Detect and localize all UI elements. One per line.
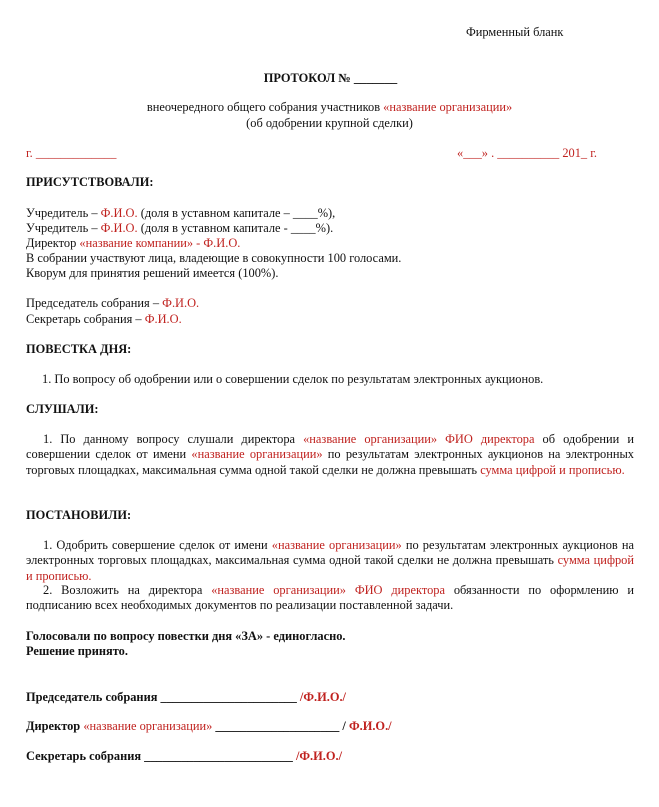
city-field: г. _____________ bbox=[26, 146, 117, 160]
vote-line: Голосовали по вопросу повестки дня «ЗА» - единогласно. bbox=[26, 629, 346, 643]
founder-2-line: Учредитель – Ф.И.О. (доля в уставном капитале - ____%). bbox=[26, 221, 334, 235]
org-name-placeholder: «название организации» bbox=[383, 100, 513, 114]
quorum-line: Кворум для принятия решений имеется (100%). bbox=[26, 266, 279, 280]
document-title: ПРОТОКОЛ № _______ bbox=[263, 71, 398, 85]
decided-heading: ПОСТАНОВИЛИ: bbox=[26, 508, 132, 522]
heard-paragraph: 1. По данному вопросу слушали директора «название организации» ФИО директора об одобрении и совершении сделок от имени «название организации» по результатам электронных аукционов на электронных торговых площадках, максимальная сумма одной такой сделки не должна превышать сумма цифрой и прописью. bbox=[26, 432, 635, 477]
participants-line: В собрании участвуют лица, владеющие в совокупности 100 голосами. bbox=[26, 251, 402, 265]
secretary-line: Секретарь собрания – Ф.И.О. bbox=[26, 312, 182, 326]
document-subtitle-2: (об одобрении крупной сделки) bbox=[246, 116, 413, 130]
decided-paragraph-1: 1. Одобрить совершение сделок от имени «название организации» по результатам электронных аукционов на электронных торговых площадках, максимальная сумма одной такой сделки не должна превышать сумма цифрой и прописью. bbox=[26, 538, 634, 583]
letterhead-label: Фирменный бланк bbox=[466, 25, 564, 39]
date-field: «___» . __________ 201_ г. bbox=[457, 146, 597, 160]
director-line: Директор «название компании» - Ф.И.О. bbox=[26, 236, 241, 250]
founder-1-line: Учредитель – Ф.И.О. (доля в уставном капитале – ____%), bbox=[26, 206, 336, 220]
chairman-line: Председатель собрания – Ф.И.О. bbox=[26, 296, 200, 310]
chairman-signature-line: Председатель собрания ______________________ /Ф.И.О./ bbox=[26, 690, 347, 704]
decision-line: Решение принято. bbox=[26, 644, 128, 658]
heard-heading: СЛУШАЛИ: bbox=[26, 402, 99, 416]
secretary-signature-line: Секретарь собрания ________________________ /Ф.И.О./ bbox=[26, 749, 343, 763]
agenda-item-1: 1. По вопросу об одобрении или о совершении сделок по результатам электронных аукционов. bbox=[42, 372, 544, 386]
decided-paragraph-2: 2. Возложить на директора «название организации» ФИО директора обязанности по оформлению и подписанию всех необходимых документов по реализации поставленной задачи. bbox=[26, 583, 634, 613]
agenda-heading: ПОВЕСТКА ДНЯ: bbox=[26, 342, 132, 356]
director-signature-line: Директор «название организации» ____________________ / Ф.И.О./ bbox=[26, 719, 392, 733]
attendees-heading: ПРИСУТСТВОВАЛИ: bbox=[26, 175, 154, 189]
document-subtitle: внеочередного общего собрания участников «название организации» bbox=[146, 100, 513, 114]
